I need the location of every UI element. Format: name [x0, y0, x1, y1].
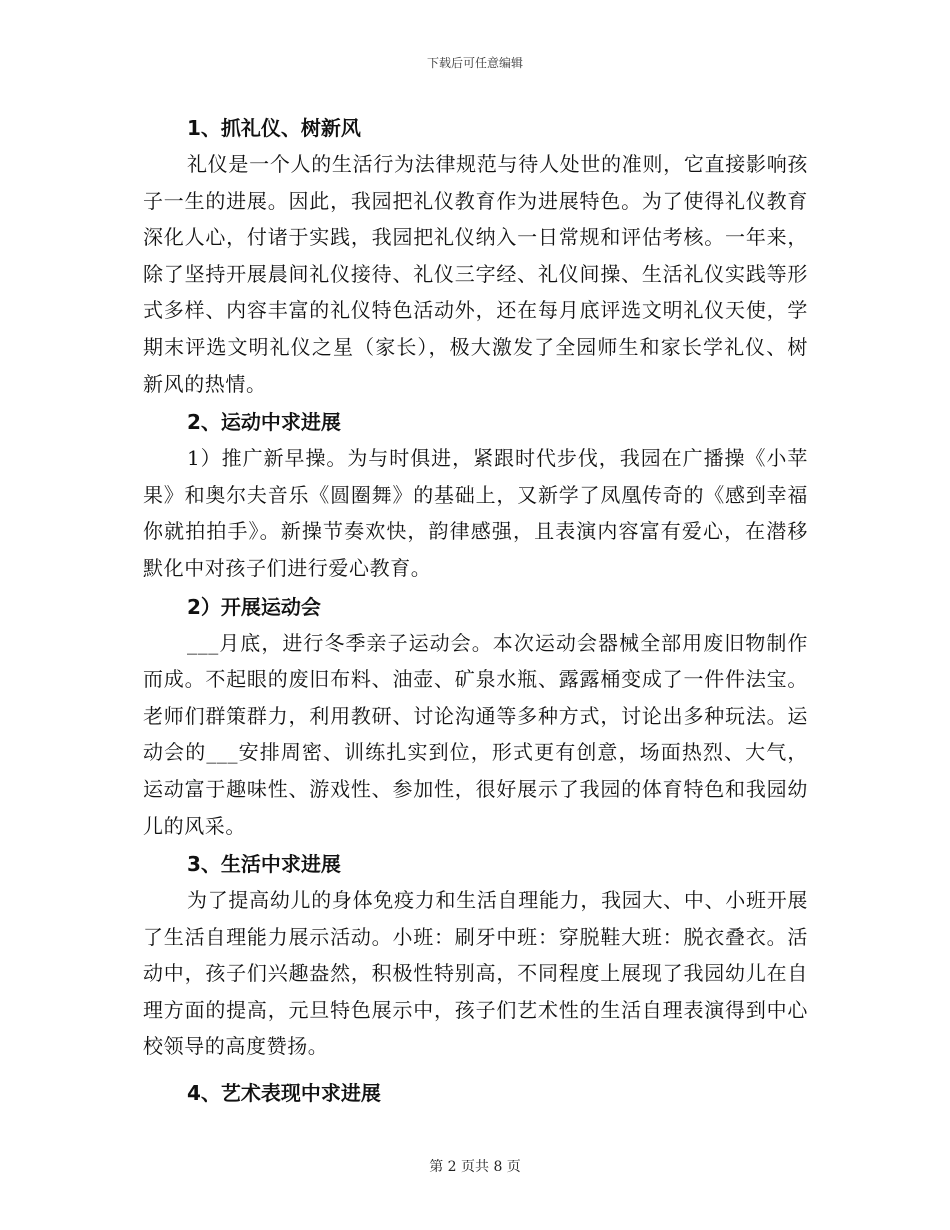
document-body	[143, 110, 808, 1111]
paragraph-morning-exercise: 1）推广新早操。为与时俱进，紧跟时代步伐，我园在广播操《小苹果》和奥尔夫音乐《圆圈舞》的基础上，又新学了凤凰传奇的《感到幸福你就拍拍手》。新操节奏欢快，韵律感强，且表演内容富有爱心，在潜移默化中对孩子们进行爱心教育。	[143, 446, 808, 580]
section-heading-life: 3、生活中求进展	[187, 852, 341, 877]
page-number: 第 2 页共 8 页	[429, 1159, 521, 1175]
paragraph-life-skills: 为了提高幼儿的身体免疫力和生活自理能力，我园大、中、小班开展了生活自理能力展示活动。小班：刷牙中班：穿脱鞋大班：脱衣叠衣。活动中，孩子们兴趣盎然，积极性特别高，不同程度上展现了我园幼儿在自理方面的提高，元旦特色展示中，孩子们艺术性的生活自理表演得到中心校领导的高度赞扬。	[143, 888, 808, 1059]
subsection-heading-sports-meet: 2）开展运动会	[187, 594, 321, 619]
paragraph-etiquette: 礼仪是一个人的生活行为法律规范与待人处世的准则，它直接影响孩子一生的进展。因此，我园把礼仪教育作为进展特色。为了使得礼仪教育深化人心，付诸于实践，我园把礼仪纳入一日常规和评估考核。一年来，除了坚持开展晨间礼仪接待、礼仪三字经、礼仪间操、生活礼仪实践等形式多样、内容丰富的礼仪特色活动外，还在每月底评选文明礼仪天使，学期末评选文明礼仪之星（家长），极大激发了全园师生和家长学礼仪、树新风的热情。	[143, 152, 808, 396]
paragraph-sports-meet: ___月底，进行冬季亲子运动会。本次运动会器械全部用废旧物制作而成。不起眼的废旧布料、油壶、矿泉水瓶、露露桶变成了一件件法宝。老师们群策群力，利用教研、讨论沟通等多种方式，讨论出多种玩法。运动会的___安排周密、训练扎实到位，形式更有创意，场面热烈、大气，运动富于趣味性、游戏性、参加性，很好展示了我园的体育特色和我园幼儿的风采。	[143, 630, 808, 838]
section-heading-etiquette: 1、抓礼仪、树新风	[187, 116, 361, 140]
section-heading-art: 4、艺术表现中求进展	[187, 1081, 381, 1106]
section-heading-sports: 2、运动中求进展	[187, 410, 341, 435]
page-header: 下载后可任意编辑	[426, 56, 523, 70]
